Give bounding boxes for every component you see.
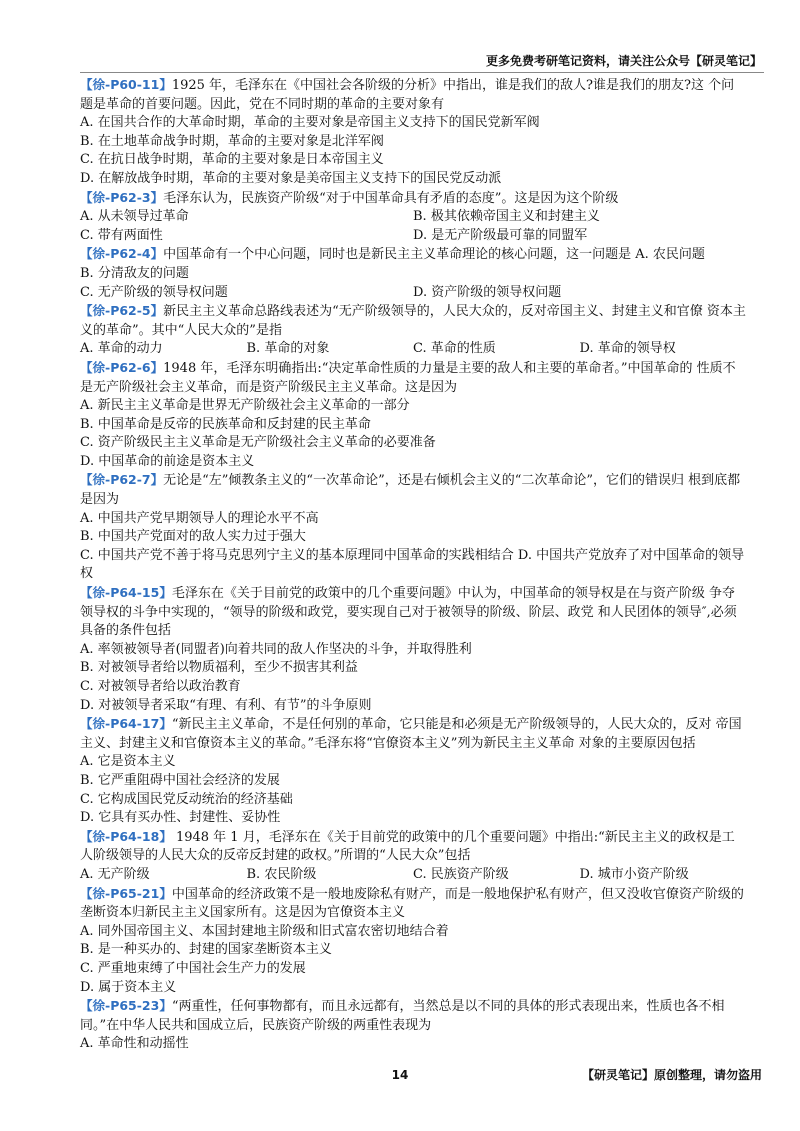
option: B. 对被领导者给以物质福利，至少不损害其利益 [80,660,358,676]
page-number: 14 [391,1068,409,1082]
question-stem [80,245,746,265]
option: B. 农民阶级 [246,866,317,882]
footer-note: 【研灵笔记】原创整理，请勿盗用 [581,1068,762,1082]
option: C. 在抗日战争时期，革命的主要对象是日本帝国主义 [80,152,384,168]
question-stem [80,76,746,114]
option: D. 在解放战争时期，革命的主要对象是美帝国主义支持下的国民党反动派 [80,170,502,186]
question-stem [80,828,746,866]
option: D. 属于资本主义 [80,979,177,995]
option: D. 革命的领导权 [579,341,676,357]
option: B. 革命的对象 [246,341,330,357]
option: B. 中国革命是反帝的民族革命和反封建的民主革命 [80,416,371,432]
option: B. 中国共产党面对的敌人实力过于强大 [80,529,306,545]
question-tag: 【徐-P62-6】 [80,359,164,375]
question-text: 1948 年 1 月，毛泽东在《关于目前党的政策中的几个重要问题》中指出:“新民主主义的政权是工人阶级领导的人民大众的反帝反封建的政权。”所谓的“人民大众”包括 [80,829,735,864]
header-note: 更多免费考研笔记资料，请关注公众号【研灵笔记】 [485,54,762,68]
question-block [80,997,746,1054]
question-tag: 【徐-P64-17】 [80,716,172,732]
question-tag: 【徐-P65-21】 [80,885,172,901]
question-list [80,76,746,1054]
option: C. 民族资产阶级 [413,866,509,882]
option: A. 从未领导过革命 [80,209,189,225]
option: D. 中国革命的前途是资本主义 [80,453,255,469]
question-tag: 【徐-P60-11】 [80,77,172,92]
question-tag: 【徐-P62-4】 [80,246,164,262]
question-text: 1925 年，毛泽东在《中国社会各阶级的分析》中指出，谁是我们的敌人?谁是我们的朋友?这 个问题是革命的首要问题。因此，党在不同时期的革命的主要对象有 [80,78,735,112]
option: C. 对被领导者给以政治教育 [80,679,241,694]
option: B. 是一种买办的、封建的国家垄断资本主义 [80,942,332,958]
question-block [80,885,746,998]
option: A. 同外国帝国主义、本国封建地主阶级和旧式富农密切地结合着 [80,923,449,939]
option: A. 率领被领导者(同盟者)向着共同的敌人作坚决的斗争，并取得胜利 [80,641,472,657]
option: A. 新民主主义革命是世界无产阶级社会主义革命的一部分 [80,398,410,414]
question-stem [80,302,746,340]
option: C. 革命的性质 [413,341,496,357]
question-text: “新民主主义革命，不是任何别的革命，它只能是和必须是无产阶级领导的，人民大众的，反对 帝国主义、封建主义和官僚资本主义的革命。”毛泽东将“官僚资本主义”列为新民主主义革命 对象的主要原因包括 [80,717,742,751]
question-block [80,302,746,359]
question-stem [80,359,746,397]
question-tag: 【徐-P62-3】 [80,189,164,205]
option: A. 中国共产党早期领导人的理论水平不高 [80,510,319,526]
question-text: 中国革命有一个中心问题，同时也是新民主主义革命理论的核心问题，这一问题是 A. 农民问题 [163,247,705,263]
option: D. 对被领导者采取“有理、有利、有节”的斗争原则 [80,697,372,713]
option: A. 革命性和动摇性 [80,1036,189,1052]
question-text: 新民主主义革命总路线表述为“无产阶级领导的，人民大众的，反对帝国主义、封建主义和官僚 资本主义的革命”。其中“人民大众的”是指 [80,304,746,338]
question-block [80,359,746,472]
question-text: 毛泽东在《关于目前党的政策中的几个重要问题》中认为，中国革命的领导权是在与资产阶级 争夺领导权的斗争中实现的，“领导的阶级和政党，要实现自己对于被领导的阶级、阶层、政党 和人民团体的领导″,必须具备的条件包括 [80,586,737,639]
question-block [80,189,746,246]
question-stem [80,584,746,641]
question-tag: 【徐-P64-18】 [80,828,172,844]
question-block [80,471,746,584]
option: B. 它严重阻碍中国社会经济的发展 [80,772,280,788]
question-block [80,76,746,189]
question-tag: 【徐-P62-7】 [80,472,164,488]
option: C. 严重地束缚了中国社会生产力的发展 [80,960,306,976]
option: A. 革命的动力 [80,341,163,357]
option: A. 它是资本主义 [80,754,176,770]
option: A. 无产阶级 [80,866,150,882]
question-tag: 【徐-P64-15】 [80,585,172,601]
question-text: 1948 年，毛泽东明确指出:“决定革命性质的力量是主要的敌人和主要的革命者。”中国革命的 性质不是无产阶级社会主义革命，而是资产阶级民主主义革命。这是因为 [80,360,736,395]
option: C. 无产阶级的领导权问题 [80,284,228,300]
option: D. 它具有买办性、封建性、妥协性 [80,810,281,826]
question-stem [80,471,746,509]
question-stem [80,189,746,209]
header-divider [80,72,764,73]
question-text: 无论是“左”倾教条主义的“一次革命论”，还是右倾机会主义的“二次革命论”，它们的错误归 根到底都是因为 [80,473,741,508]
question-block [80,245,746,302]
option: C. 它构成国民党反动统治的经济基础 [80,791,293,807]
option: C. 带有两面性 [80,227,163,243]
option: A. 在国共合作的大革命时期，革命的主要对象是帝国主义支持下的国民党新军阀 [80,115,540,131]
question-text: 毛泽东认为，民族资产阶级“对于中国革命具有矛盾的态度”。这是因为这个阶级 [163,190,619,206]
option: C. 中国共产党不善于将马克思列宁主义的基本原理同中国革命的实践相结合 D. 中国共产党放弃了对中国革命的领导权 [80,547,745,582]
option: B. 分清敌友的问题 [80,265,189,281]
option: B. 极其依赖帝国主义和封建主义 [413,209,600,225]
question-block [80,828,746,885]
option: B. 在土地革命战争时期，革命的主要对象是北洋军阀 [80,133,384,149]
question-block [80,715,746,828]
question-tag: 【徐-P65-23】 [80,998,172,1014]
option: C. 资产阶级民主主义革命是无产阶级社会主义革命的必要准备 [80,435,436,451]
question-block [80,584,746,715]
option: D. 是无产阶级最可靠的同盟军 [413,227,588,243]
question-stem [80,885,746,923]
question-stem [80,715,746,753]
option: D. 城市小资产阶级 [579,866,689,882]
question-stem [80,997,746,1035]
question-text: 中国革命的经济政策不是一般地废除私有财产，而是一般地保护私有财产，但又没收官僚资产阶级的垄断资本归新民主主义国家所有。这是因为官僚资本主义 [80,886,744,921]
question-text: “两重性，任何事物都有，而且永远都有，当然总是以不同的具体的形式表现出来，性质也各不相同。”在中华人民共和国成立后，民族资产阶级的两重性表现为 [80,999,725,1033]
option: D. 资产阶级的领导权问题 [413,284,562,300]
question-tag: 【徐-P62-5】 [80,303,164,319]
